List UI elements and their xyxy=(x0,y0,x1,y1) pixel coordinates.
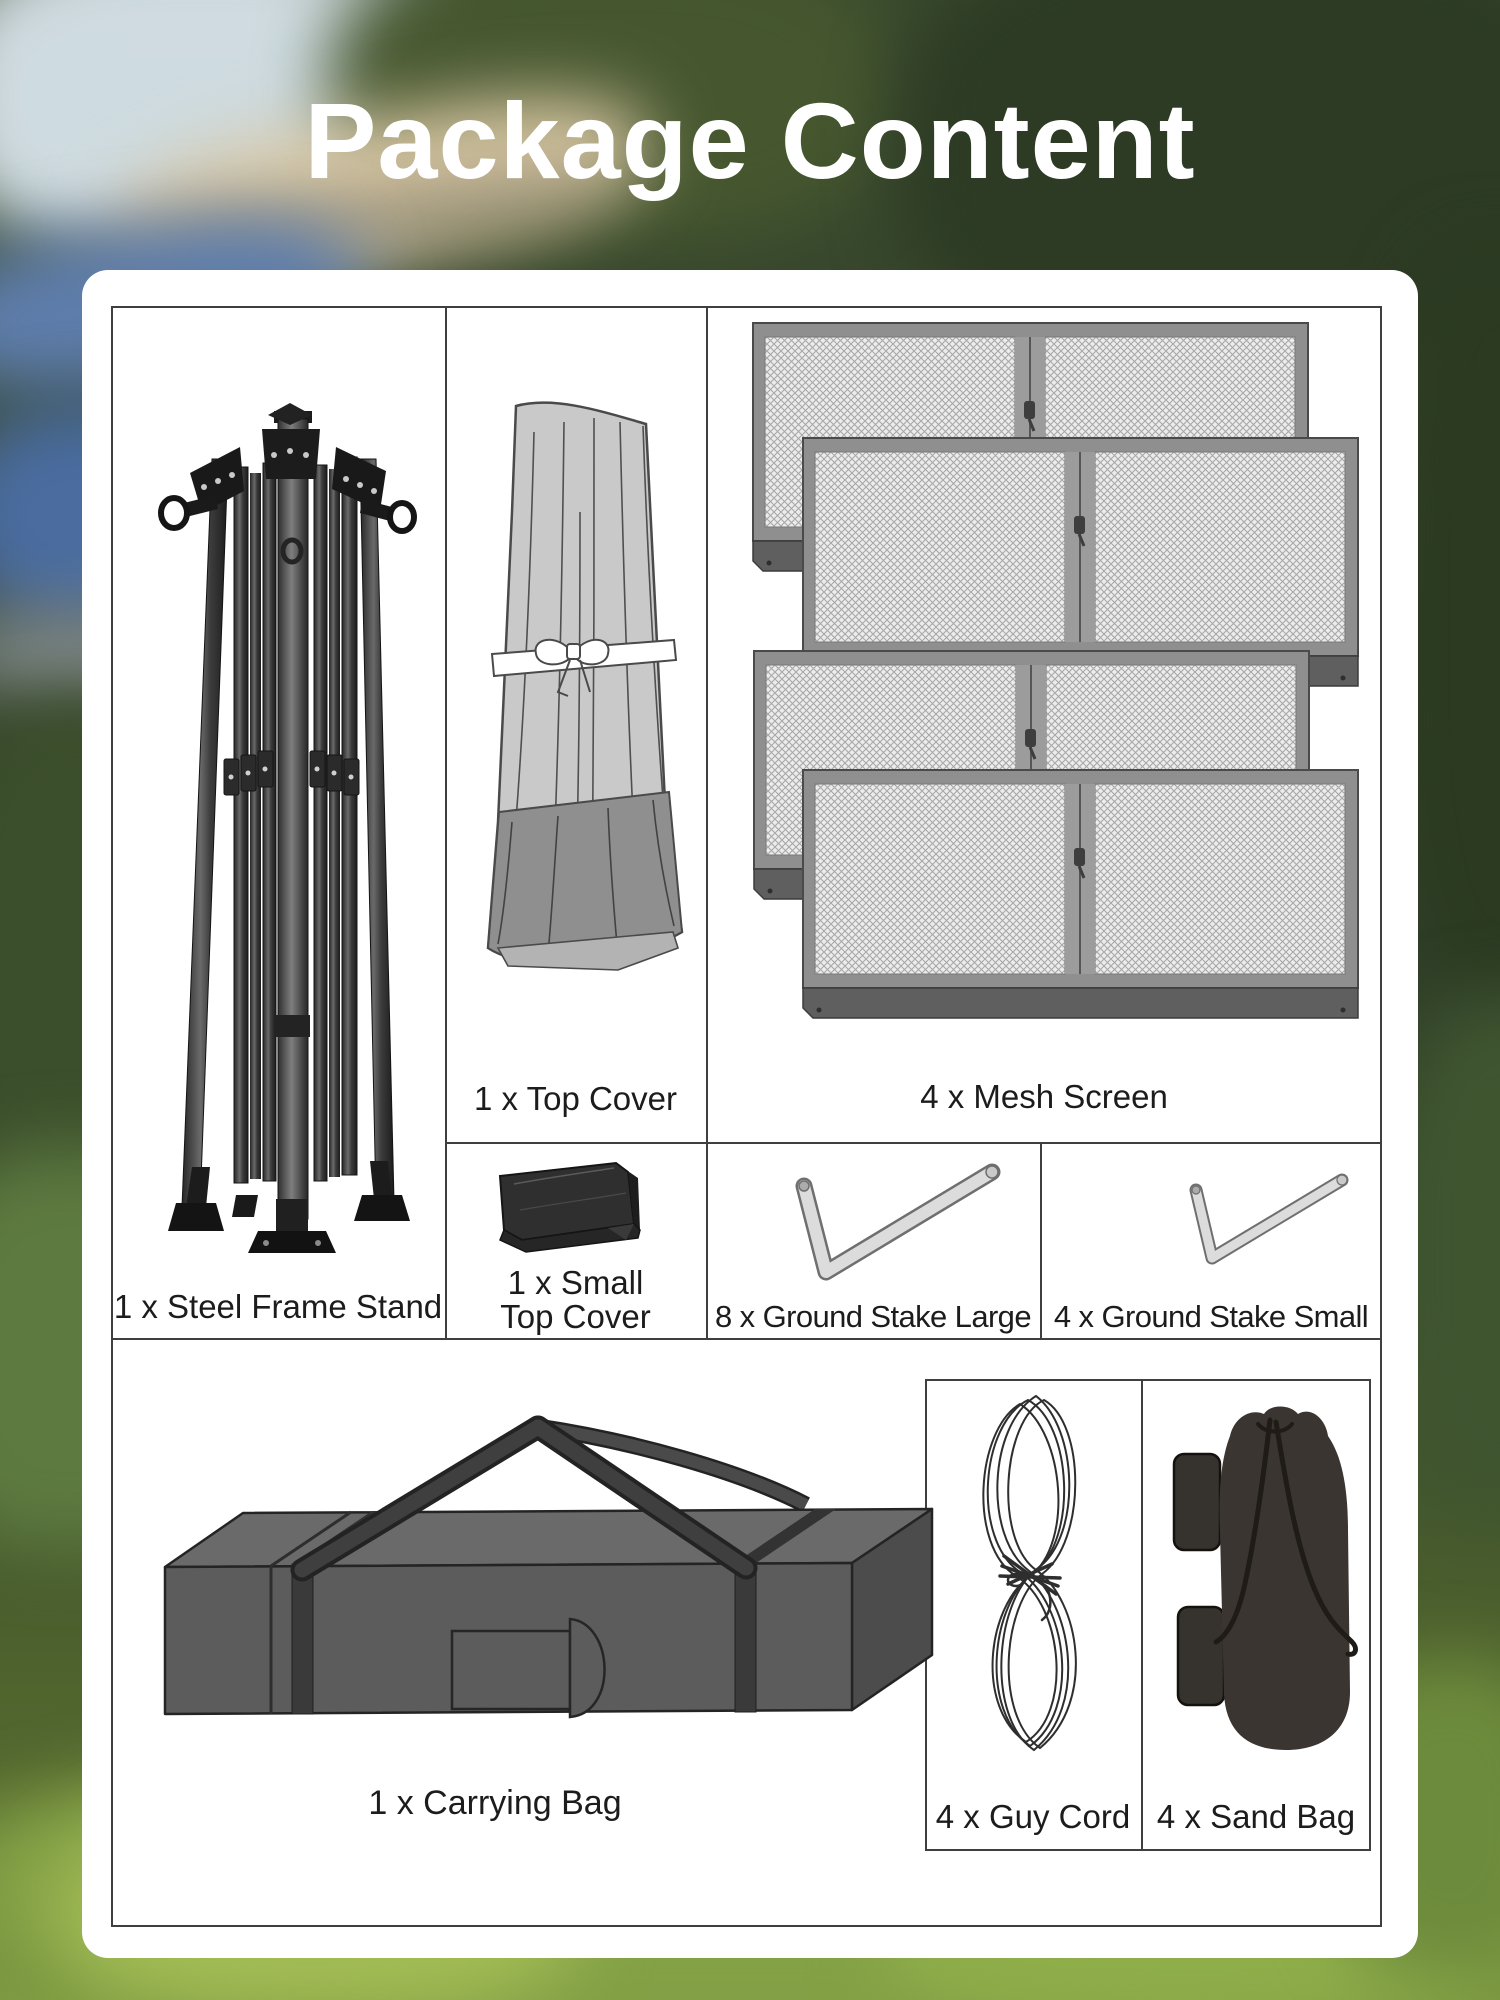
page-title: Package Content xyxy=(304,80,1196,201)
label-small-top-cover-line2: Top Cover xyxy=(500,1298,651,1335)
stake-tip xyxy=(1192,1186,1200,1194)
label-sand-bag: 4 x Sand Bag xyxy=(1156,1798,1356,1835)
top-cover-illustration xyxy=(468,392,700,1017)
small-top-cover-illustration xyxy=(492,1158,657,1258)
label-mesh-screen: 4 x Mesh Screen xyxy=(920,1078,1168,1115)
label-guy-cord: 4 x Guy Cord xyxy=(935,1798,1131,1835)
label-top-cover: 1 x Top Cover xyxy=(474,1080,677,1117)
ground-stake-large-illustration xyxy=(746,1150,1016,1295)
ground-stake-small-illustration xyxy=(1150,1160,1360,1290)
label-carrying-bag: 1 x Carrying Bag xyxy=(368,1784,622,1822)
guy-cord-illustration xyxy=(950,1390,1110,1775)
stake-tip xyxy=(986,1166,998,1178)
bag-label-patch xyxy=(452,1631,570,1709)
label-small-top-cover-line1: 1 x Small xyxy=(507,1264,644,1301)
grid-line xyxy=(445,1142,1382,1144)
grid-line xyxy=(445,306,447,1338)
grid-line xyxy=(111,1338,1382,1340)
mesh-panel-2 xyxy=(803,438,1358,686)
stake-tip xyxy=(1337,1175,1347,1185)
frame-legs xyxy=(182,411,394,1219)
carrying-bag-illustration xyxy=(140,1405,920,1725)
mesh-screen-illustration xyxy=(735,315,1385,1085)
sandbag-body xyxy=(1219,1407,1350,1751)
grid-line xyxy=(706,306,708,1338)
label-ground-stake-small: 4 x Ground Stake Small xyxy=(1053,1299,1369,1334)
mesh-panel-4 xyxy=(803,770,1358,1018)
sandbag-strap-bottom xyxy=(1178,1607,1224,1705)
stake-body xyxy=(1196,1180,1342,1258)
grid-line xyxy=(1141,1379,1143,1851)
label-steel-frame: 1 x Steel Frame Stand xyxy=(113,1288,443,1325)
stake-body xyxy=(804,1172,992,1272)
strap-front-left xyxy=(292,1564,313,1714)
stake-tip xyxy=(799,1181,809,1191)
sandbag-strap-top xyxy=(1174,1454,1220,1550)
steel-frame-stand-illustration xyxy=(140,355,435,1285)
strap-front-right xyxy=(735,1562,756,1712)
label-ground-stake-large: 8 x Ground Stake Large xyxy=(715,1299,1031,1334)
sand-bag-illustration xyxy=(1172,1402,1362,1762)
